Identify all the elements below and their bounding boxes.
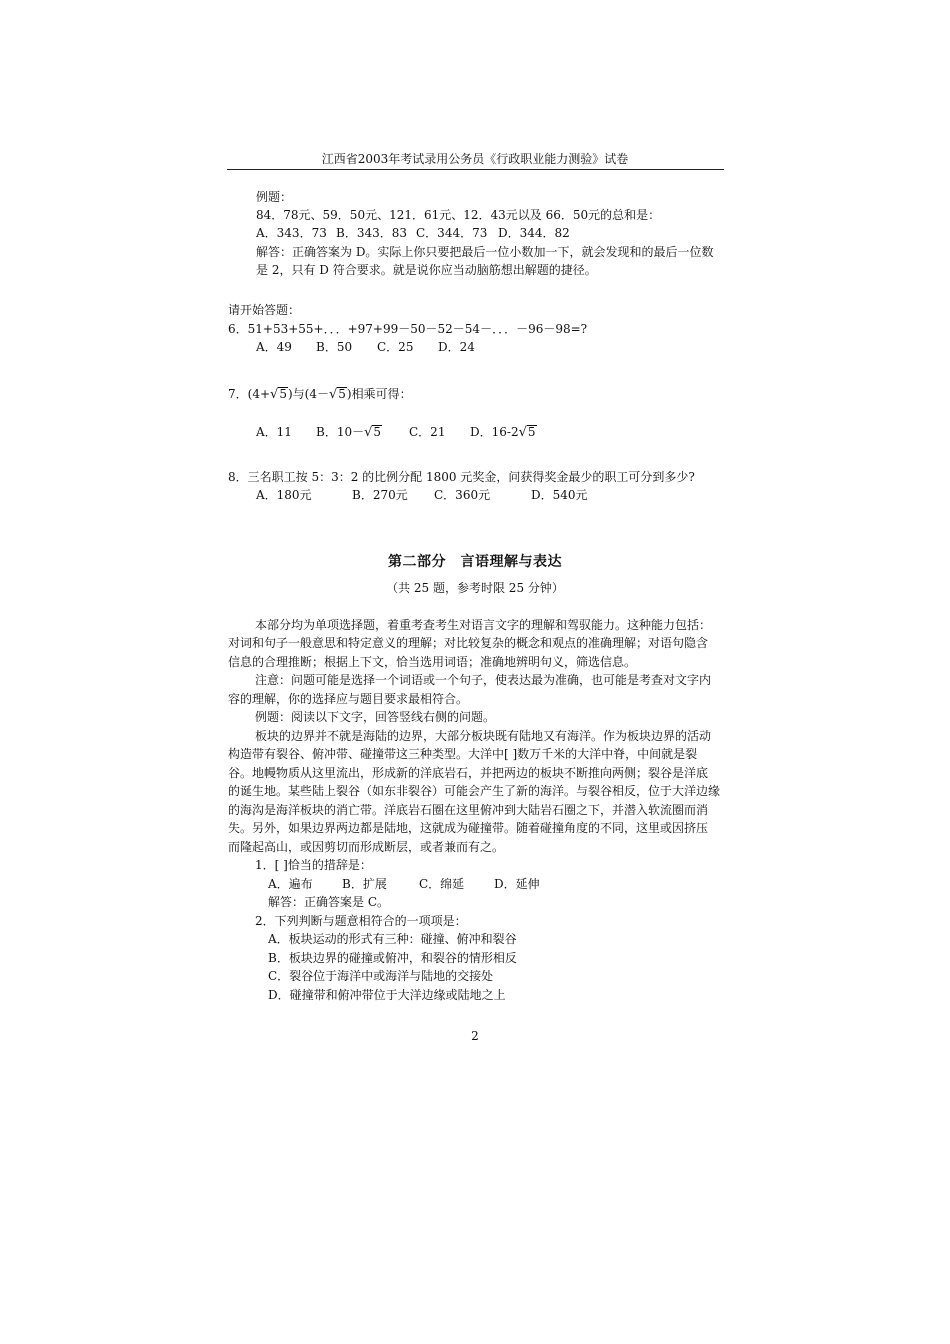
- question-8: 8．三名职工按 5：3：2 的比例分配 1800 元奖金，问获得奖金最少的职工可分到多少?: [228, 470, 695, 484]
- sqrt-icon: √: [518, 425, 527, 440]
- q7-option-b-prefix: B．10－: [316, 425, 365, 439]
- sqrt-icon: √: [364, 425, 373, 440]
- q8-option-a: A．180元: [256, 488, 312, 502]
- sqrt-icon: √: [270, 387, 279, 402]
- example-answer-line-2: 是 2，只有 D 符合要求。就是说你应当动脑筋想出解题的捷径。: [256, 263, 597, 277]
- sqrt-icon: √: [328, 387, 338, 402]
- start-label: 请开始答题：: [228, 303, 301, 317]
- q7-option-b-root: 5: [373, 425, 382, 439]
- passage-line-1: 板块的边界并不就是海陆的边界，大部分板块既有陆地又有海洋。作为板块边界的活动: [255, 729, 712, 743]
- example-question: 84．78元、59．50元、121．61元、12．43元以及 66．50元的总和是：: [256, 208, 661, 222]
- intro-line-1: 本部分均为单项选择题，着重考查考生对语言文字的理解和驾驭能力。这种能力包括：: [255, 618, 712, 632]
- q6-option-b: B．50: [316, 340, 353, 354]
- sub2-option-a: A．板块运动的形式有三种：碰撞、俯冲和裂谷: [268, 932, 517, 946]
- passage-line-4: 的诞生地。某些陆上裂谷（如东非裂谷）可能会产生了新的海洋。与裂谷相反，位于大洋边缘: [228, 784, 721, 798]
- q8-option-b: B．270元: [352, 488, 408, 502]
- example-option-c: C．344．73: [416, 226, 488, 240]
- question-6: 6．51+53+55+．．．+97+99－50－52－54－．．．－96－98=?: [228, 322, 588, 336]
- q8-option-c: C．360元: [434, 488, 491, 502]
- q7-option-d-root: 5: [527, 425, 536, 439]
- example-option-b: B．343．83: [336, 226, 407, 240]
- q7-suffix: )相乘可得：: [346, 387, 412, 401]
- page-header-title: 江西省2003年考试录用公务员《行政职业能力测验》试卷: [321, 152, 629, 166]
- note-line-1: 注意：问题可能是选择一个词语或一个句子，使表达最为准确，也可能是考查对文字内: [255, 673, 712, 687]
- q7-root-1: 5: [279, 387, 287, 401]
- q7-option-c: C．21: [409, 425, 446, 439]
- intro-line-2: 对词和句子一般意思和特定意义的理解；对比较复杂的概念和观点的准确理解；对语句隐含: [228, 636, 709, 650]
- q6-option-d: D．24: [438, 340, 475, 354]
- passage-line-3: 谷。地幔物质从这里流出，形成新的洋底岩石，并把两边的板块不断推向两侧；裂谷是洋底: [228, 766, 709, 780]
- part-2-subtitle: （共 25 题，参考时限 25 分钟）: [386, 581, 564, 595]
- passage-line-5: 的海沟是海洋板块的消亡带。洋底岩石圈在这里俯冲到大陆岩石圈之下，并潜入软流圈而消: [228, 803, 709, 817]
- q7-middle: )与(4－: [287, 387, 329, 401]
- sub2-option-c: C．裂谷位于海洋中或海洋与陆地的交接处: [268, 969, 494, 983]
- q6-option-a: A．49: [256, 340, 292, 354]
- passage-line-6: 失。另外，如果边界两边都是陆地，这就成为碰撞带。随着碰撞角度的不同，这里或因挤压: [228, 821, 709, 835]
- example-label: 例题：: [256, 190, 293, 204]
- q7-option-a: A．11: [256, 425, 292, 439]
- q7-prefix: 7．(4+: [228, 387, 271, 401]
- passage-line-2: 构造带有裂谷、俯冲带、碰撞带这三种类型。大洋中[ ]数万千米的大洋中脊，中间就是裂: [228, 747, 698, 761]
- header-rule: [227, 169, 724, 170]
- q7-option-d-prefix: D．16-2: [470, 425, 519, 439]
- sub1-option-d: D．延伸: [494, 877, 540, 891]
- example-option-a: A．343．73: [256, 226, 327, 240]
- sub2-option-d: D．碰撞带和俯冲带位于大洋边缘或陆地之上: [268, 988, 506, 1002]
- example-2-label: 例题：阅读以下文字，回答竖线右侧的问题。: [255, 710, 496, 724]
- sub2-option-b: B．板块边界的碰撞或俯冲，和裂谷的情形相反: [268, 951, 517, 965]
- q7-option-d: [470, 423, 537, 442]
- note-line-2: 容的理解，你的选择应与题目要求最相符合。: [228, 692, 469, 706]
- q7-root-2: 5: [338, 387, 346, 401]
- sub1-answer: 解答：正确答案是 C。: [268, 895, 389, 909]
- question-7: [228, 385, 412, 404]
- example-answer-line-1: 解答：正确答案为 D。实际上你只要把最后一位小数加一下，就会发现和的最后一位数: [256, 245, 714, 259]
- example-option-d: D．344．82: [498, 226, 570, 240]
- part-2-title: 第二部分 言语理解与表达: [388, 554, 562, 570]
- sub1-option-a: A．遍布: [268, 877, 313, 891]
- sub1-option-b: B．扩展: [342, 877, 387, 891]
- q7-option-b: [316, 423, 382, 442]
- passage-line-7: 而隆起高山，或因剪切而形成断层，或者兼而有之。: [228, 840, 505, 854]
- q6-option-c: C．25: [377, 340, 414, 354]
- intro-line-3: 信息的合理推断；根据上下文，恰当选用词语；准确地辨明句义，筛选信息。: [228, 655, 637, 669]
- page-number: 2: [471, 1029, 479, 1043]
- sub-question-1: 1．[ ]恰当的措辞是：: [255, 858, 372, 872]
- sub-question-2: 2．下列判断与题意相符合的一项项是：: [255, 914, 467, 928]
- q8-option-d: D．540元: [531, 488, 588, 502]
- sub1-option-c: C．绵延: [419, 877, 465, 891]
